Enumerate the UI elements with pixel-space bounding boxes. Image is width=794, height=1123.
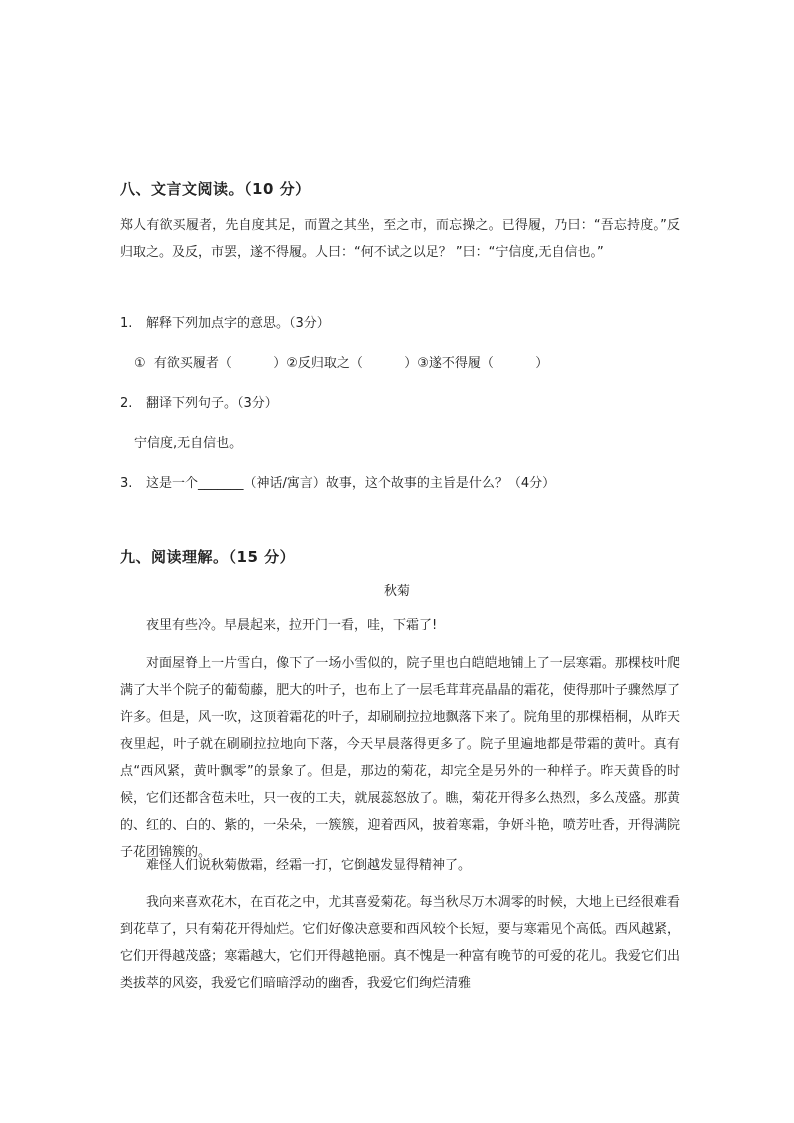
question-3 xyxy=(120,472,680,491)
passage-paragraph-4: 我向来喜欢花木，在百花之中，尤其喜爱菊花。每当秋尽万木凋零的时候，大地上已经很难看到花草了，只有菊花开得灿烂。它们好像决意要和西风较个长短，要与寒霜见个高低。西风越紧，它们开得越茂盛；寒霜越大，它们开得越艳丽。真不愧是一种富有晚节的可爱的花儿。我爱它们出类拔萃的风姿，我爱它们暗暗浮动的幽香，我爱它们绚烂清雅 xyxy=(120,895,680,991)
passage-paragraph-3: 难怪人们说秋菊傲霜，经霜一打，它倒越发显得精神了。 xyxy=(146,858,472,873)
section8-passage: 郑人有欲买履者，先自度其足，而置之其坐，至之市，而忘操之。已得履，乃曰：“吾忘持度。”反归取之。及反，市罢，遂不得履。人曰：“何不试之以足？ ”曰：“宁信度,无自信也。” xyxy=(120,218,680,260)
question-2-sentence: 宁信度,无自信也。 xyxy=(134,436,243,451)
question-3-number: 3. xyxy=(120,476,133,491)
section8-heading: 八、文言文阅读。（10 分） xyxy=(120,180,311,198)
question-1 xyxy=(120,312,680,331)
question-2-text: 翻译下列句子。（3分） xyxy=(146,396,278,411)
question-1-text: 解释下列加点字的意思。（3分） xyxy=(146,316,330,331)
question-2 xyxy=(120,392,680,411)
passage-title: 秋菊 xyxy=(383,584,410,599)
question-1-items: ① 有欲买履者（ ）②反归取之（ ）③遂不得履（ ） xyxy=(134,356,549,371)
question-3-text: 这是一个_______（神话/寓言）故事，这个故事的主旨是什么？（4分） xyxy=(146,476,556,491)
question-2-number: 2. xyxy=(120,396,133,411)
section9-heading: 九、阅读理解。（15 分） xyxy=(120,548,296,566)
passage-paragraph-1: 夜里有些冷。早晨起来，拉开门一看，哇，下霜了! xyxy=(146,618,438,633)
passage-paragraph-2: 对面屋脊上一片雪白，像下了一场小雪似的，院子里也白皑皑地铺上了一层寒霜。那棵枝叶爬满了大半个院子的葡萄藤，肥大的叶子，也布上了一层毛茸茸亮晶晶的霜花，使得那叶子骤然厚了许多。但是，风一吹，这顶着霜花的叶子，却刷刷拉拉地飘落下来了。院角里的那棵梧桐，从昨天夜里起，叶子就在刷刷拉拉地向下落，今天早晨落得更多了。院子里遍地都是带霜的黄叶。真有点“西风紧，黄叶飘零”的景象了。但是，那边的菊花，却完全是另外的一种样子。昨天黄昏的时候，它们还都含苞未吐，只一夜的工夫，就展蕊怒放了。瞧，菊花开得多么热烈，多么茂盛。那黄的、红的、白的、紫的，一朵朵，一簇簇，迎着西风，披着寒霜，争妍斗艳，喷芳吐香，开得满院子花团锦簇的。 xyxy=(120,656,680,860)
question-1-number: 1. xyxy=(120,316,133,331)
